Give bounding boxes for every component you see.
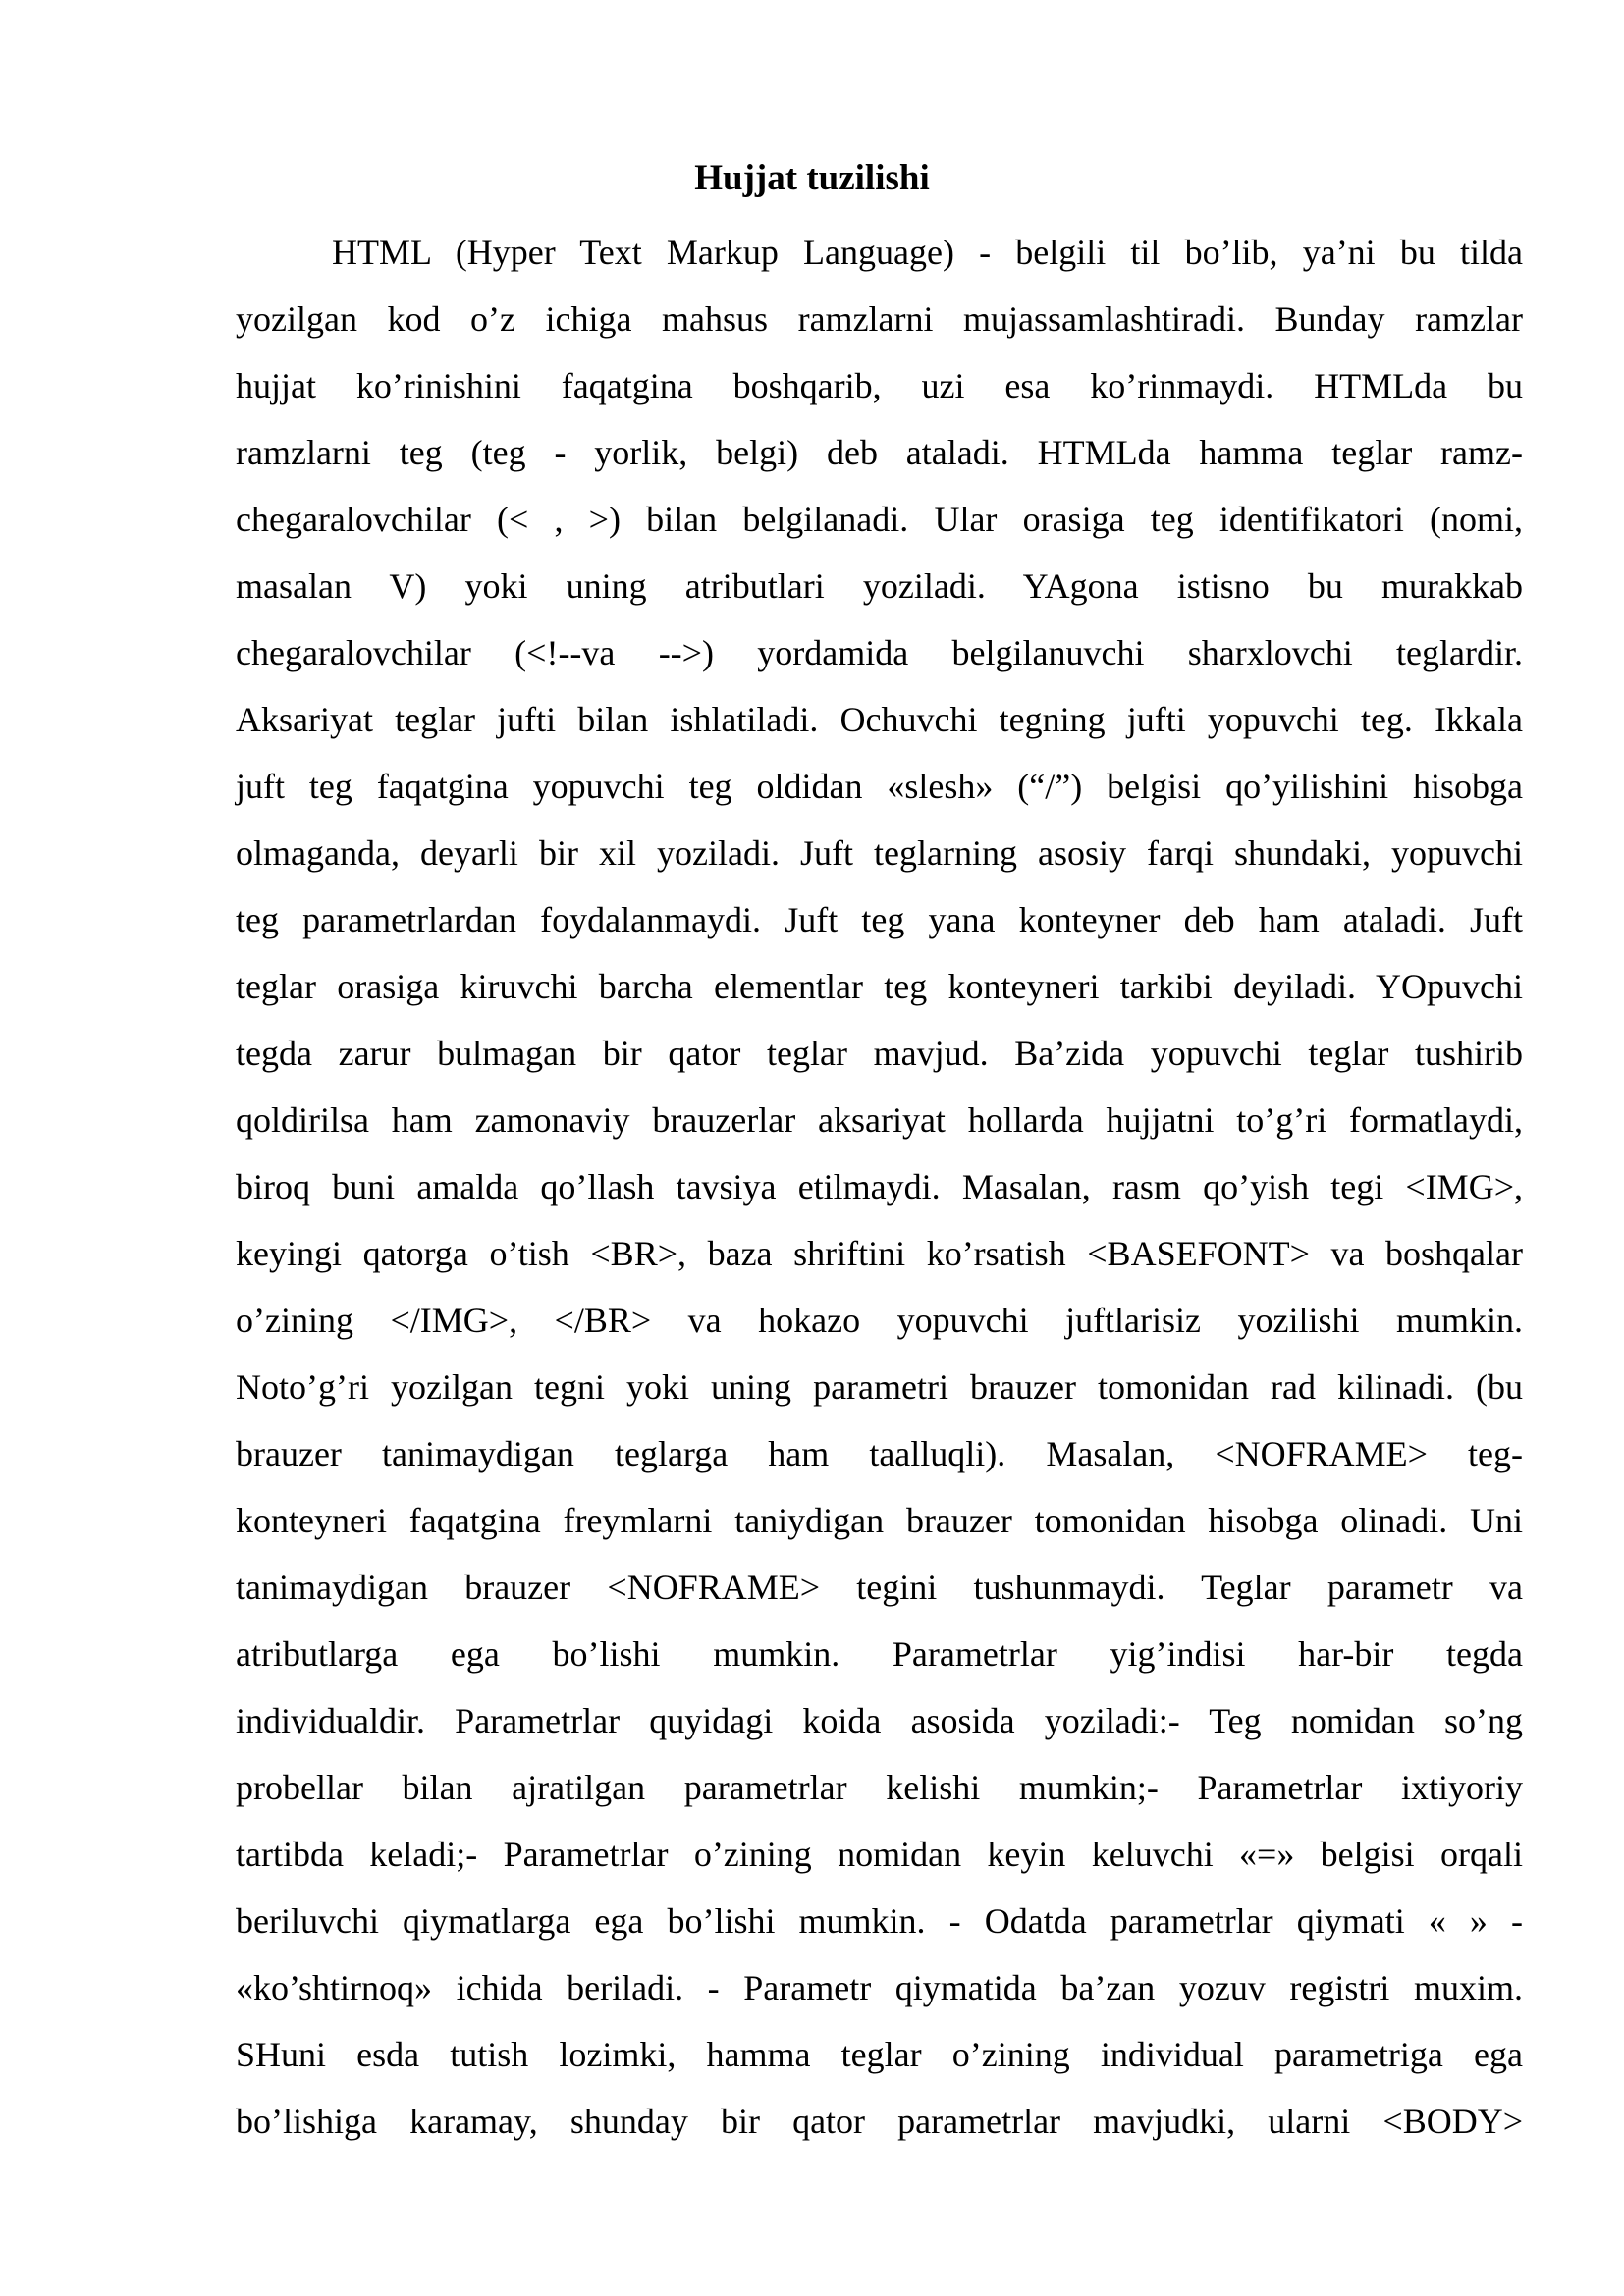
text-line: teglar orasiga kiruvchi barcha elementlar teg konteyneri tarkibi deyiladi. YOpuvchi bbox=[236, 967, 1523, 1006]
text-line: bo’lishiga karamay, shunday bir qator parametrlar mavjudki, ularni <BODY> bbox=[236, 2102, 1523, 2141]
text-line: tanimaydigan brauzer <NOFRAME> tegini tushunmaydi. Teglar parametr va bbox=[236, 1568, 1523, 1607]
text-line: hujjat ko’rinishini faqatgina boshqarib, uzi esa ko’rinmaydi. HTMLda bu bbox=[236, 366, 1523, 405]
text-line: SHuni esda tutish lozimki, hamma teglar o’zining individual parametriga ega bbox=[236, 2035, 1523, 2074]
text-line: chegaralovchilar (<!--va -->) yordamida belgilanuvchi sharxlovchi teglardir. bbox=[236, 633, 1523, 672]
text-line: juft teg faqatgina yopuvchi teg oldidan «slesh» (“/”) belgisi qo’yilishini hisobga bbox=[236, 767, 1523, 806]
page-title: Hujjat tuzilishi bbox=[694, 158, 930, 198]
text-line: beriluvchi qiymatlarga ega bo’lishi mumkin. - Odatda parametrlar qiymati « » - bbox=[236, 1901, 1523, 1941]
text-line: brauzer tanimaydigan teglarga ham taalluqli). Masalan, <NOFRAME> teg- bbox=[236, 1434, 1523, 1473]
text-line: o’zining </IMG>, </BR> va hokazo yopuvchi juftlarisiz yozilishi mumkin. bbox=[236, 1301, 1523, 1340]
text-line: qoldirilsa ham zamonaviy brauzerlar aksariyat hollarda hujjatni to’g’ri formatlaydi, bbox=[236, 1100, 1523, 1140]
body-paragraph bbox=[236, 219, 1523, 2155]
text-line: Aksariyat teglar jufti bilan ishlatiladi. Ochuvchi tegning jufti yopuvchi teg. Ikkala bbox=[236, 700, 1523, 739]
text-line: «ko’shtirnoq» ichida beriladi. - Parametr qiymatida ba’zan yozuv registri muxim. bbox=[236, 1968, 1523, 2007]
text-line: teg parametrlardan foydalanmaydi. Juft teg yana konteyner deb ham ataladi. Juft bbox=[236, 900, 1523, 939]
text-line: atributlarga ega bo’lishi mumkin. Parametrlar yig’indisi har-bir tegda bbox=[236, 1634, 1523, 1674]
text-line: tartibda keladi;- Parametrlar o’zining nomidan keyin keluvchi «=» belgisi orqali bbox=[236, 1835, 1523, 1874]
text-line: konteyneri faqatgina freymlarni taniydigan brauzer tomonidan hisobga olinadi. Uni bbox=[236, 1501, 1523, 1540]
text-line: chegaralovchilar (< , >) bilan belgilanadi. Ular orasiga teg identifikatori (nomi, bbox=[236, 500, 1523, 539]
text-line: HTML (Hyper Text Markup Language) - belgili til bo’lib, ya’ni bu tilda bbox=[332, 233, 1523, 272]
text-line: ramzlarni teg (teg - yorlik, belgi) deb ataladi. HTMLda hamma teglar ramz- bbox=[236, 433, 1523, 472]
text-line: probellar bilan ajratilgan parametrlar kelishi mumkin;- Parametrlar ixtiyoriy bbox=[236, 1768, 1523, 1807]
text-line: masalan V) yoki uning atributlari yoziladi. YAgona istisno bu murakkab bbox=[236, 566, 1523, 606]
text-line: keyingi qatorga o’tish <BR>, baza shriftini ko’rsatish <BASEFONT> va boshqalar bbox=[236, 1234, 1523, 1273]
text-line: olmaganda, deyarli bir xil yoziladi. Juft teglarning asosiy farqi shundaki, yopuvchi bbox=[236, 833, 1523, 873]
text-line: individualdir. Parametrlar quyidagi koida asosida yoziladi:- Teg nomidan so’ng bbox=[236, 1701, 1523, 1740]
text-line: yozilgan kod o’z ichiga mahsus ramzlarni mujassamlashtiradi. Bunday ramzlar bbox=[236, 299, 1523, 339]
text-line: Noto’g’ri yozilgan tegni yoki uning parametri brauzer tomonidan rad kilinadi. (bu bbox=[236, 1367, 1523, 1407]
text-line: biroq buni amalda qo’llash tavsiya etilmaydi. Masalan, rasm qo’yish tegi <IMG>, bbox=[236, 1167, 1523, 1206]
text-line: tegda zarur bulmagan bir qator teglar mavjud. Ba’zida yopuvchi teglar tushirib bbox=[236, 1034, 1523, 1073]
